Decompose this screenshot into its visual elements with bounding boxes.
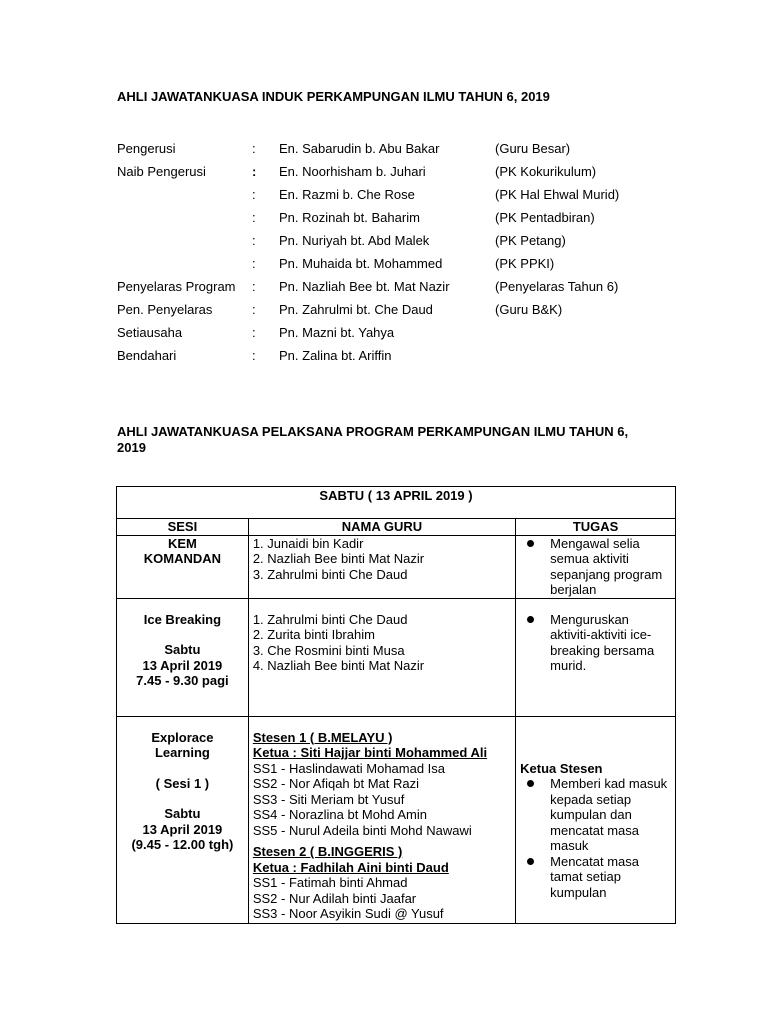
committee-colon: : <box>252 233 256 248</box>
teacher-name: 3. Zahrulmi binti Che Daud <box>252 566 408 582</box>
sesi-line <box>121 627 244 642</box>
committee-name: Pn. Muhaida bt. Mohammed <box>279 256 443 271</box>
committee-name: En. Razmi b. Che Rose <box>279 187 415 202</box>
committee-position: (Guru B&K) <box>495 302 563 317</box>
sesi-line <box>121 791 244 806</box>
table-row <box>117 598 676 716</box>
committee-position: (PK Kokurikulum) <box>495 164 597 179</box>
task-item: Mengawal selia semua aktiviti sepanjang program berjalan <box>520 536 671 598</box>
station-member: SS1 - Haslindawati Mohamad Isa <box>252 760 446 776</box>
sesi-line <box>121 761 244 776</box>
sesi-line: Sabtu <box>164 806 201 821</box>
tugas-cell <box>516 535 676 598</box>
committee-role: Pengerusi <box>117 141 176 156</box>
committee-row <box>117 323 677 346</box>
committee-colon: : <box>252 279 256 294</box>
committee-role: Setiausaha <box>117 325 183 340</box>
sesi-line: 7.45 - 9.30 pagi <box>136 673 229 688</box>
committee-position: (Guru Besar) <box>495 141 571 156</box>
committee-name: Pn. Nazliah Bee bt. Mat Nazir <box>279 279 450 294</box>
station-member: SS2 - Nor Afiqah bt Mat Razi <box>252 776 420 791</box>
station-member: SS4 - Norazlina bt Mohd Amin <box>252 807 427 822</box>
teacher-name: 3. Che Rosmini binti Musa <box>252 642 405 658</box>
sesi-cell <box>117 598 249 716</box>
committee-row <box>117 208 677 231</box>
program-committee-title: AHLI JAWATANKUASA PELAKSANA PROGRAM PERKAMPUNGAN ILMU TAHUN 6, 2019 <box>117 424 629 455</box>
committee-row <box>117 185 677 208</box>
committee-position: (PK Petang) <box>495 233 566 248</box>
teacher-name: 1. Junaidi bin Kadir <box>252 535 364 551</box>
committee-colon: : <box>252 141 256 156</box>
committee-position: (Penyelaras Tahun 6) <box>495 279 619 294</box>
committee-colon: : <box>252 348 256 363</box>
teacher-name: 4. Nazliah Bee binti Mat Nazir <box>252 658 425 673</box>
sesi-line: 13 April 2019 <box>142 657 223 673</box>
station-title: Stesen 2 ( B.INGGERIS ) <box>252 844 403 859</box>
committee-role: Penyelaras Program <box>117 279 236 294</box>
main-committee-list <box>117 139 677 369</box>
committee-name: En. Noorhisham b. Juhari <box>279 164 426 179</box>
tugas-label: Ketua Stesen <box>520 760 603 776</box>
station-title: Stesen 1 ( B.MELAYU ) <box>252 729 393 745</box>
column-header-nama-guru: NAMA GURU <box>248 519 515 536</box>
station-member: SS1 - Fatimah binti Ahmad <box>252 875 408 890</box>
committee-row <box>117 300 677 323</box>
committee-colon: : <box>252 210 256 225</box>
teacher-name: 2. Zurita binti Ibrahim <box>252 627 375 642</box>
day-header: SABTU ( 13 APRIL 2019 ) <box>117 487 676 519</box>
committee-position: (PK Pentadbiran) <box>495 210 595 225</box>
committee-row <box>117 162 677 185</box>
committee-role: Pen. Penyelaras <box>117 302 213 317</box>
table-row <box>117 716 676 923</box>
station-member: SS3 - Siti Meriam bt Yusuf <box>252 791 405 807</box>
table-day-row <box>117 487 676 519</box>
teacher-name: 1. Zahrulmi binti Che Daud <box>252 611 408 627</box>
tugas-cell <box>516 716 676 923</box>
sesi-cell <box>117 716 249 923</box>
committee-row <box>117 254 677 277</box>
committee-title: AHLI JAWATANKUASA INDUK PERKAMPUNGAN ILMU TAHUN 6, 2019 <box>117 89 550 104</box>
committee-colon: : <box>252 187 256 202</box>
teacher-name: 2. Nazliah Bee binti Mat Nazir <box>252 551 425 566</box>
tugas-cell <box>516 598 676 716</box>
nama-guru-cell <box>248 598 515 716</box>
committee-colon: : <box>252 164 257 179</box>
committee-colon: : <box>252 256 256 271</box>
nama-guru-cell <box>248 716 515 923</box>
table-header-row <box>117 519 676 536</box>
committee-colon: : <box>252 302 256 317</box>
column-header-tugas: TUGAS <box>516 519 676 536</box>
sesi-line: 13 April 2019 <box>142 821 223 837</box>
committee-name: En. Sabarudin b. Abu Bakar <box>279 141 440 156</box>
sesi-line: Explorace <box>151 729 214 745</box>
program-table <box>116 486 676 924</box>
committee-row <box>117 277 677 300</box>
committee-position: (PK Hal Ehwal Murid) <box>495 187 620 202</box>
committee-role: Naib Pengerusi <box>117 164 206 179</box>
committee-row <box>117 139 677 162</box>
sesi-line: Sabtu <box>164 642 201 657</box>
station-member: SS2 - Nur Adilah binti Jaafar <box>252 890 417 906</box>
committee-name: Pn. Mazni bt. Yahya <box>279 325 395 340</box>
task-item: Mencatat masa tamat setiap kumpulan <box>520 854 671 901</box>
station-member: SS3 - Noor Asyikin Sudi @ Yusuf <box>252 906 444 921</box>
committee-name: Pn. Rozinah bt. Baharim <box>279 210 420 225</box>
table-row <box>117 535 676 598</box>
task-item: Menguruskan aktiviti-aktiviti ice-breaking bersama murid. <box>520 612 671 674</box>
committee-position: (PK PPKI) <box>495 256 555 271</box>
nama-guru-cell <box>248 535 515 598</box>
sesi-line: Learning <box>154 745 210 760</box>
task-item: Memberi kad masuk kepada setiap kumpulan dan mencatat masa masuk <box>520 776 671 854</box>
committee-name: Pn. Nuriyah bt. Abd Malek <box>279 233 430 248</box>
committee-row <box>117 346 677 369</box>
column-header-sesi: SESI <box>117 519 249 536</box>
sesi-line: KEM <box>167 535 197 551</box>
sesi-cell <box>117 535 249 598</box>
sesi-line: KOMANDAN <box>143 551 222 566</box>
station-leader: Ketua : Fadhilah Aini binti Daud <box>252 859 449 875</box>
committee-role: Bendahari <box>117 348 177 363</box>
sesi-line: (9.45 - 12.00 tgh) <box>131 837 234 852</box>
committee-colon: : <box>252 325 256 340</box>
station-member: SS5 - Nurul Adeila binti Mohd Nawawi <box>252 822 472 838</box>
committee-name: Pn. Zahrulmi bt. Che Daud <box>279 302 433 317</box>
committee-row <box>117 231 677 254</box>
sesi-line: ( Sesi 1 ) <box>155 775 210 791</box>
committee-name: Pn. Zalina bt. Ariffin <box>279 348 392 363</box>
sesi-line: Ice Breaking <box>143 611 222 627</box>
station-leader: Ketua : Siti Hajjar binti Mohammed Ali <box>252 745 488 760</box>
